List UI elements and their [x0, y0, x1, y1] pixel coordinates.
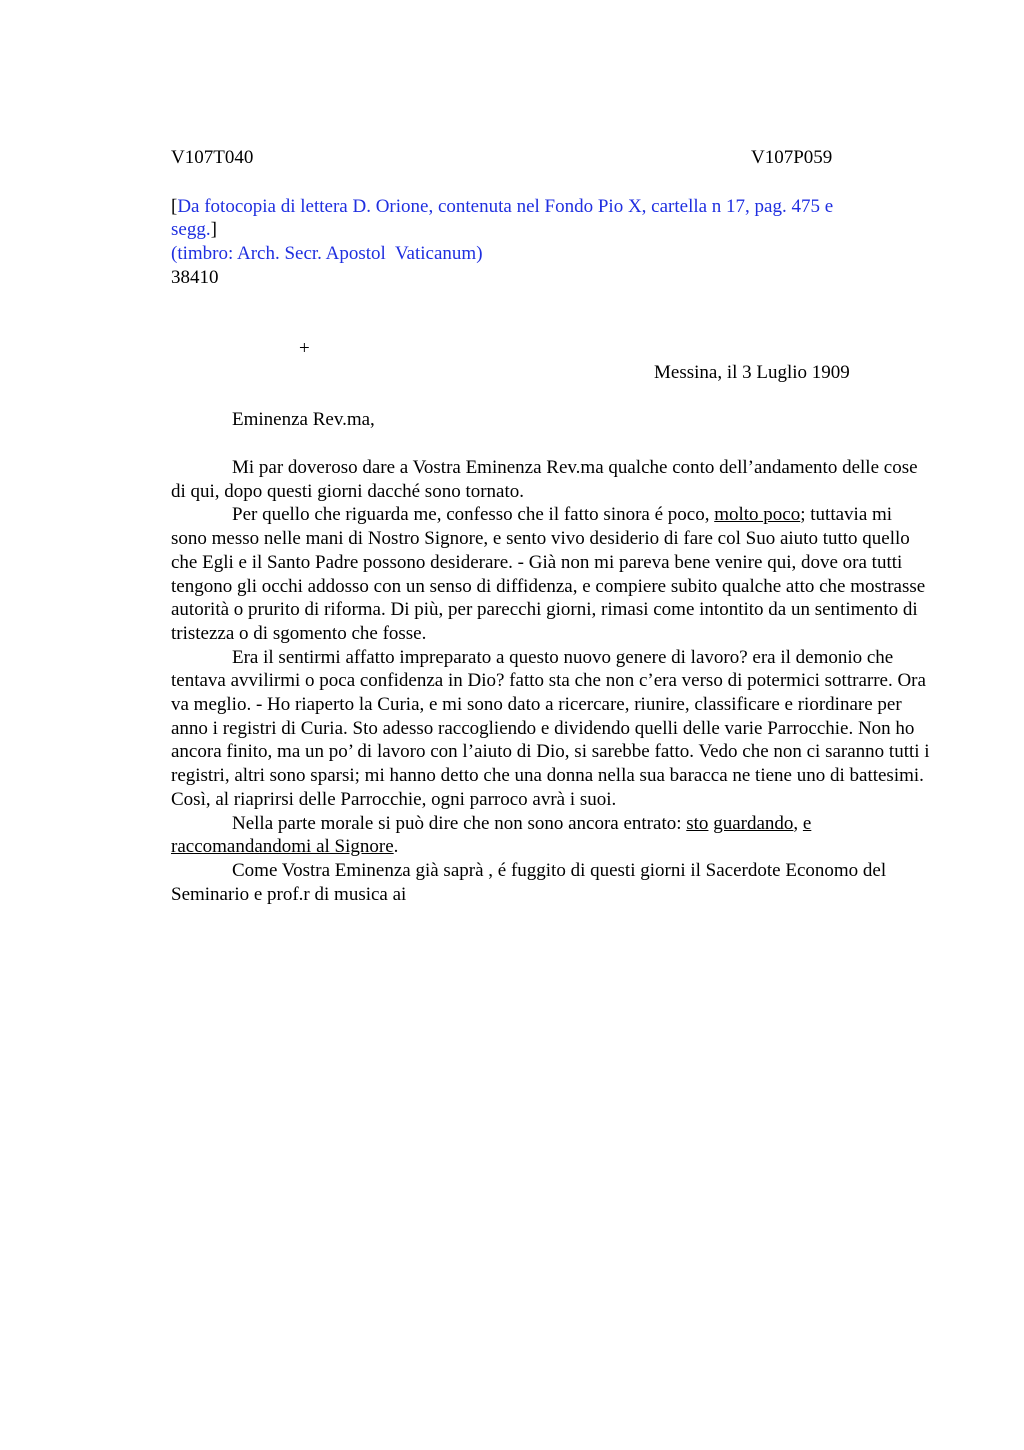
- salutation: Eminenza Rev.ma,: [232, 409, 375, 430]
- source-note-line2: [171, 218, 217, 242]
- paragraph-2-text-a: Per quello che riguarda me, confesso che il fatto sinora é poco,: [232, 504, 715, 526]
- paragraph-5: Come Vostra Eminenza già saprà , é fuggito di questi giorni il Sacerdote Economo del Seminario e prof.r di musica ai: [171, 859, 887, 905]
- stamp-note: (timbro: Arch. Secr. Apostol Vaticanum): [171, 243, 483, 264]
- paragraph-1: Mi par doveroso dare a Vostra Eminenza Rev.ma qualche conto dell’andamento delle cose di qui, dopo questi giorni dacché sono tornato.: [171, 457, 918, 502]
- volume-code-right: V107P059: [751, 147, 833, 168]
- archive-number: 38410: [171, 267, 219, 288]
- source-note-open-bracket: [: [171, 196, 178, 217]
- paragraph-3: Era il sentirmi affatto impreparato a questo nuovo genere di lavoro? era il demonio che tentava avvilirmi o poca confidenza in Dio? fatto sta che non c’era verso di potermici sottrarre. Ora va meglio. - Ho riaperto la Curia, e mi sono dato a ricercare, riunire, classificare e riordinare per anno i registri di Curia. Sto adesso raccogliendo e dividendo quelli delle varie Parrocchie. Non ho ancora finito, ma un po’ di lavoro con l’aiuto di Dio, si sarebbe fatto. Vedo che non ci saranno tutti i registri, altri sono sparsi; mi hanno detto che una donna nella sua baracca ne tiene uno di battesimi. Così, al riaprirsi delle Parrocchie, ogni parroco avrà i suoi.: [171, 646, 930, 810]
- source-note-close-bracket: ]: [210, 219, 217, 240]
- cross-mark: +: [299, 338, 310, 359]
- paragraph-4: [171, 812, 931, 859]
- paragraph-4-space-2: ,: [793, 812, 803, 834]
- source-note-text-line2: segg.: [171, 219, 211, 240]
- paragraph-2-text-b: ; tuttavia mi sono messo nelle mani di Nostro Signore, e sento vivo desiderio di fare col Suo aiuto tutto quello che Egli e il Santo Padre possono desiderare. - Già non mi pareva bene venire qui, dove ora tutti tengono gli occhi addosso con un senso di diffidenza, e compiere subito qualche atto che mostrasse autorità o prurito di riforma. Di più, per parecchi giorni, rimasi come intontito da un sentimento di tristezza o di sgomento che fosse.: [171, 504, 926, 644]
- place-date: Messina, il 3 Luglio 1909: [654, 362, 850, 383]
- letter-body: [171, 456, 931, 906]
- source-note-text-line1: Da fotocopia di lettera D. Orione, contenuta nel Fondo Pio X, cartella n 17, pag. 475 e: [177, 196, 834, 217]
- volume-code-left: V107T040: [171, 147, 254, 168]
- paragraph-4-end: .: [393, 836, 399, 858]
- source-note-line1: [171, 195, 833, 219]
- paragraph-4-underlined-2: guardando: [713, 812, 794, 834]
- paragraph-4-underlined-1: sto: [686, 812, 709, 834]
- paragraph-2-underlined: molto poco: [714, 504, 801, 526]
- paragraph-4-underlined-3: e raccomandandomi al Signore: [171, 812, 812, 858]
- paragraph-2: [171, 503, 931, 645]
- paragraph-4-text-a: Nella parte morale si può dire che non sono ancora entrato:: [232, 812, 687, 834]
